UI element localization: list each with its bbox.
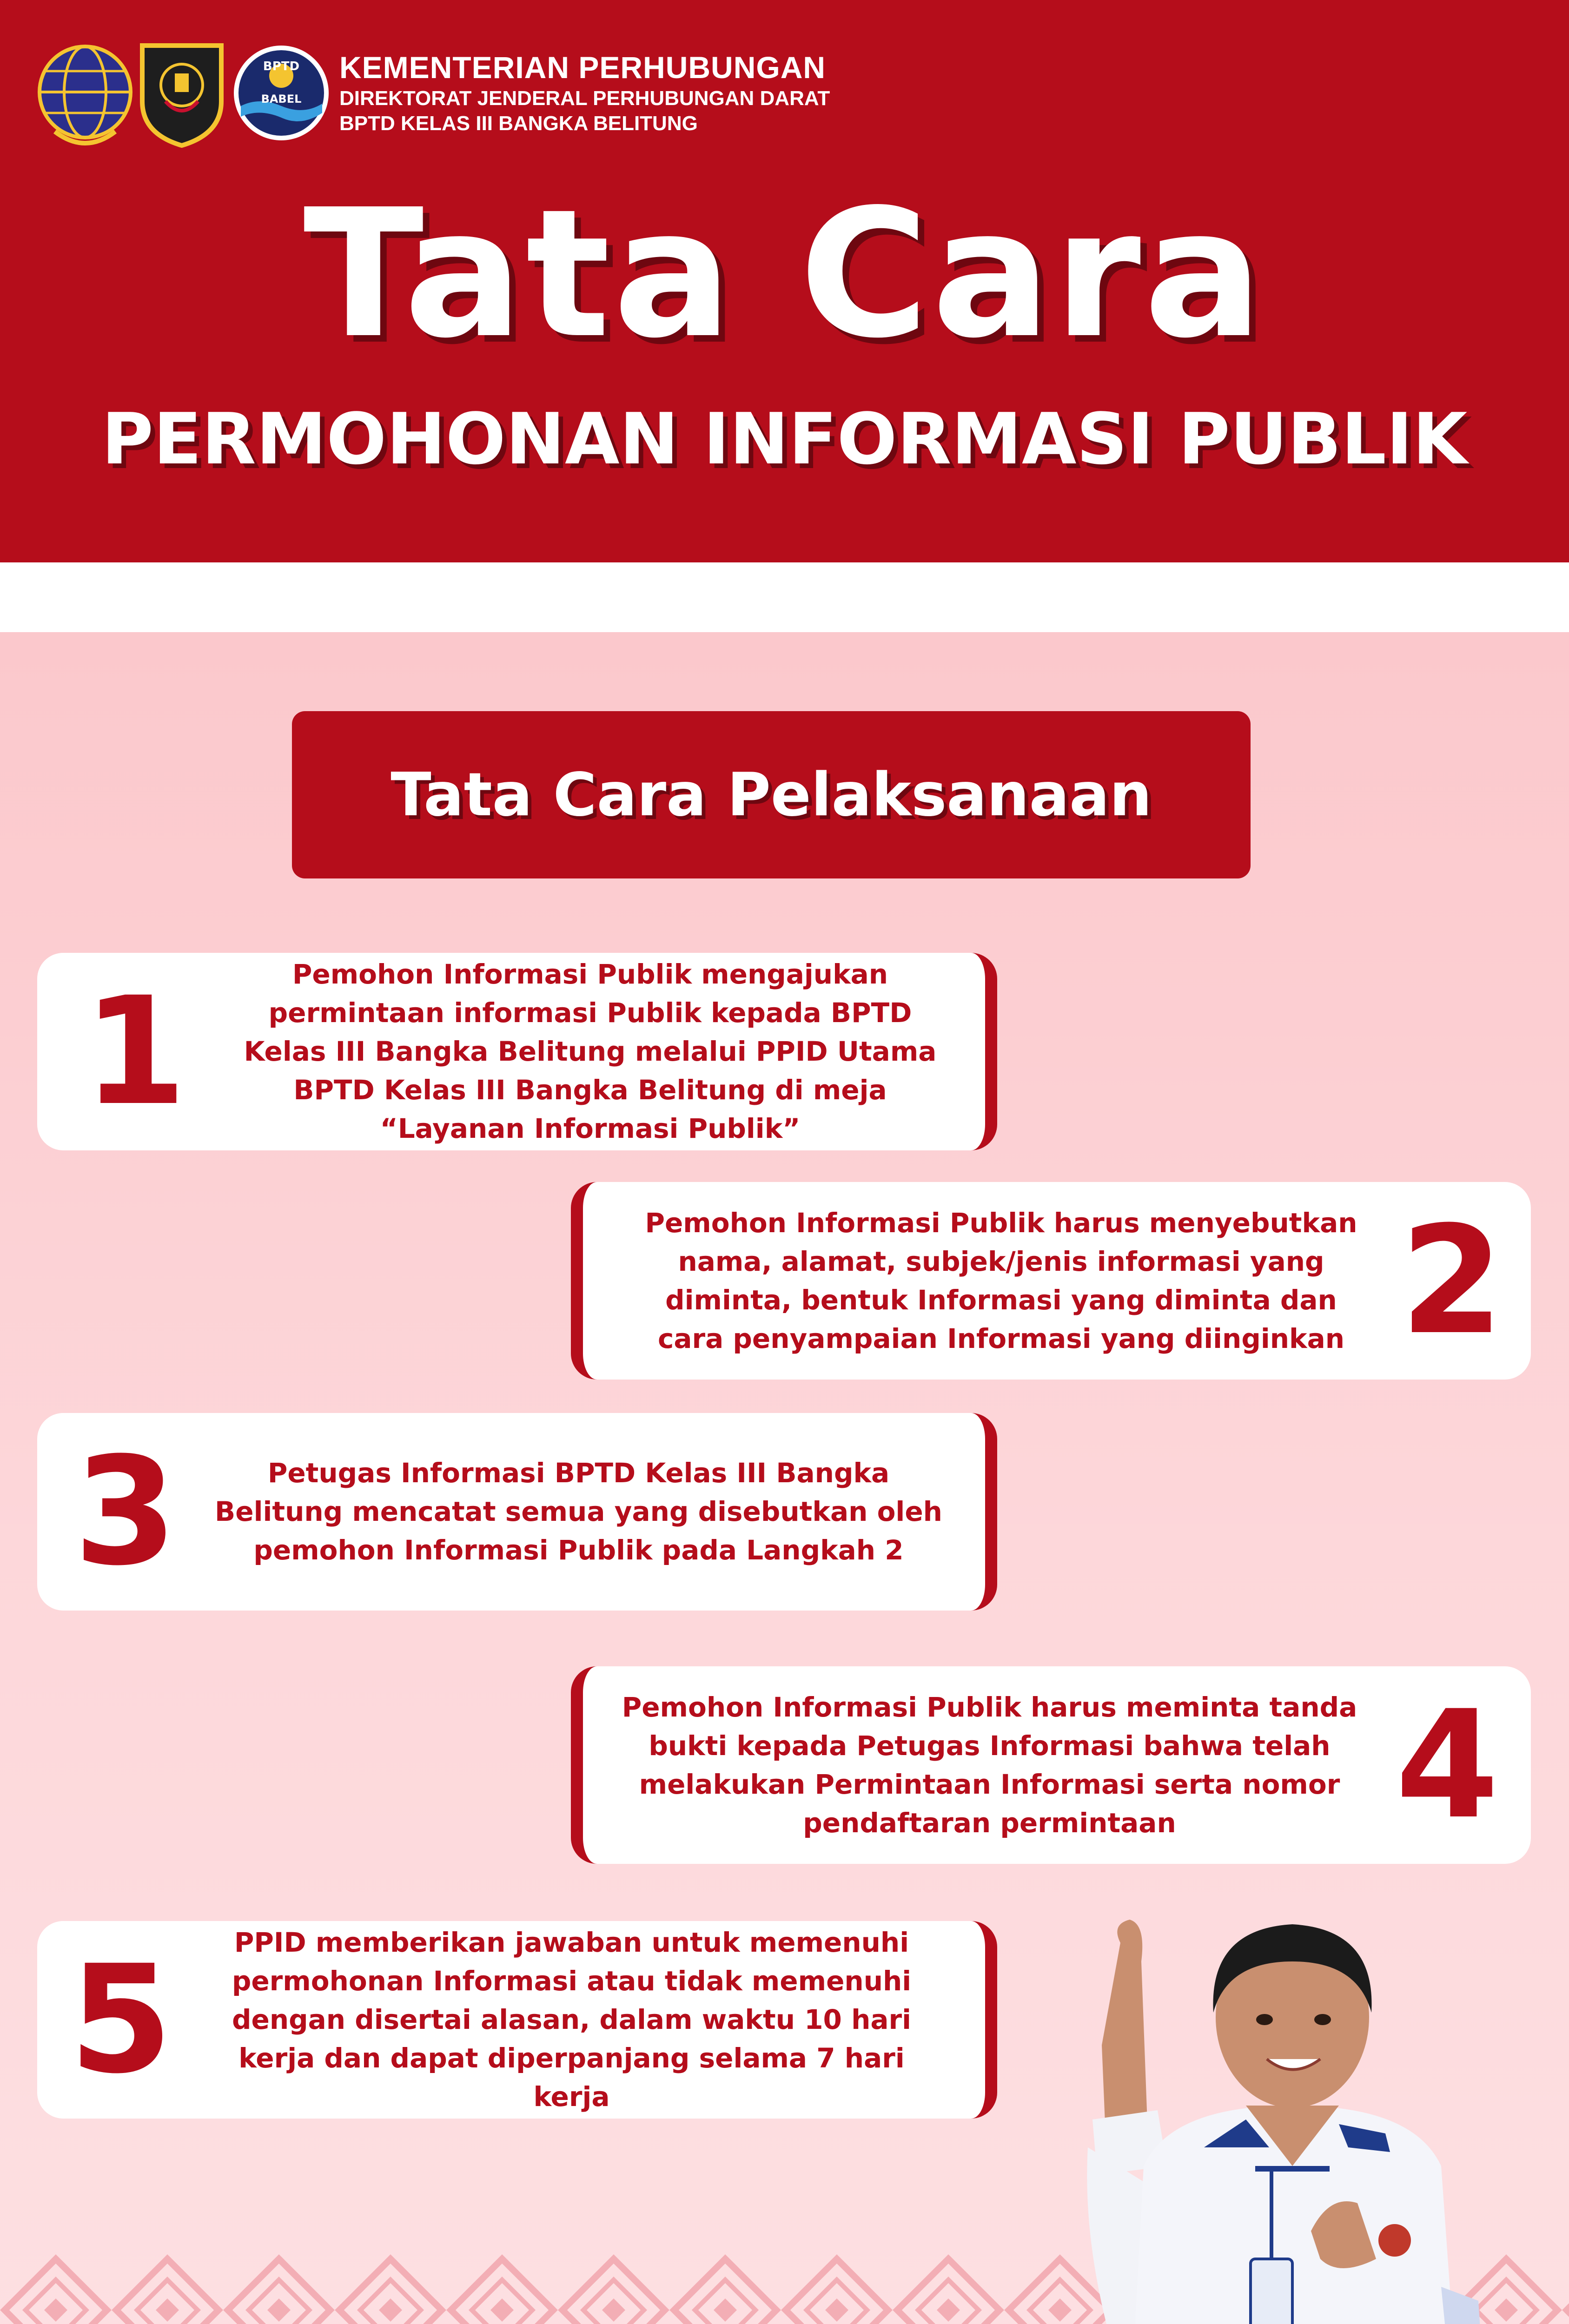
- step-text: Pemohon Informasi Publik mengajukan permintaan informasi Publik kepada BPTD Kelas III Bangka Belitung melalui PPID Utama BPTD Kelas III Bangka Belitung di meja “Layanan Informasi Publik”: [244, 958, 937, 1144]
- section-heading-box: [292, 711, 1251, 878]
- step-number: 2: [1400, 1194, 1504, 1367]
- bangka-belitung-emblem: [138, 41, 226, 148]
- org-directorate: DIREKTORAT JENDERAL PERHUBUNGAN DARAT: [339, 87, 830, 110]
- org-office: BPTD KELAS III BANGKA BELITUNG: [339, 112, 698, 135]
- step-text: Petugas Informasi BPTD Kelas III Bangka Belitung mencatat semua yang disebutkan oleh pemohon Informasi Publik pada Langkah 2: [215, 1457, 942, 1566]
- step-text: Pemohon Informasi Publik harus menyebutkan nama, alamat, subjek/jenis informasi yang diminta, bentuk Informasi yang diminta dan cara penyampaian Informasi yang diinginkan: [645, 1207, 1357, 1354]
- step-card-3: [37, 1413, 997, 1611]
- step-number: 1: [83, 965, 187, 1138]
- step-card-5: [37, 1921, 997, 2119]
- org-ministry: KEMENTERIAN PERHUBUNGAN: [339, 50, 826, 85]
- organization-block: [339, 49, 897, 136]
- bptd-logo-top-text: BPTD: [263, 59, 300, 73]
- step-card-1: [37, 953, 997, 1150]
- step-card-4: [571, 1666, 1531, 1864]
- step-text: PPID memberikan jawaban untuk memenuhi permohonan Informasi atau tidak memenuhi dengan disertai alasan, dalam waktu 10 hari kerja dan dapat diperpanjang selama 7 hari kerja: [232, 1927, 912, 2113]
- step-number: 3: [73, 1425, 178, 1598]
- divider-band: [0, 562, 1569, 632]
- page-title: Tata Cara: [303, 171, 1266, 377]
- page-subtitle: PERMOHONAN INFORMASI PUBLIK: [101, 398, 1468, 480]
- step-number: 5: [69, 1933, 173, 2106]
- officer-figure: [1051, 1906, 1516, 2324]
- step-text: Pemohon Informasi Publik harus meminta tanda bukti kepada Petugas Informasi bahwa telah melakukan Permintaan Informasi serta nomor pendaftaran permintaan: [622, 1691, 1357, 1839]
- step-number: 4: [1395, 1678, 1499, 1852]
- logo-group: [36, 41, 334, 152]
- bptd-logo-bottom-text: BABEL: [261, 92, 302, 106]
- section-title: Tata Cara Pelaksanaan: [391, 760, 1152, 830]
- bptd-babel-logo: [232, 43, 331, 143]
- step-card-2: [571, 1182, 1531, 1380]
- kemenhub-logo: [36, 43, 134, 150]
